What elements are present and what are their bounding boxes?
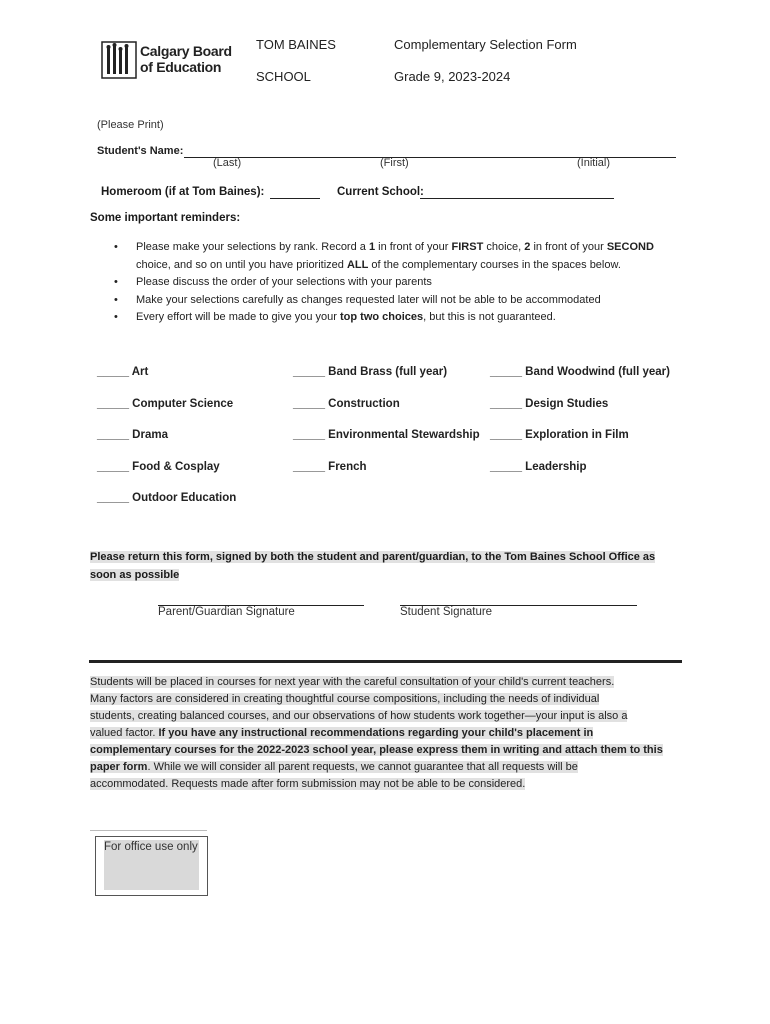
course-band-brass[interactable]: _____ Band Brass (full year) [293, 366, 448, 378]
reminder-item: • Please discuss the order of your selections with your parents [136, 274, 696, 292]
course-computer-science[interactable]: _____ Computer Science [97, 398, 234, 410]
initial-label: (Initial) [577, 157, 611, 169]
first-name-label: (First) [380, 157, 409, 169]
logo-text [140, 43, 232, 75]
course-design-studies[interactable]: _____ Design Studies [490, 398, 609, 410]
placement-paragraph: Students will be placed in courses for next year with the careful consultation of your child's current teachers. Many factors are considered in creating thoughtful course compositions, including the needs of individual students, creating balanced courses, and our observations of how students work together—your input is also a valued factor. If you have any instructional recommendations regarding your child's placement in complementary courses for the 2022-2023 school year, please express them in writing and attach them to this paper form. While we will consider all parent requests, we cannot guarantee that all requests will be accommodated. Requests made after form submission may not be able to be considered. [90, 676, 663, 790]
logo-text-line1: Calgary Board [140, 43, 232, 59]
school-name-line1: TOM BAINES [256, 37, 336, 52]
course-art[interactable]: _____ Art [97, 366, 149, 378]
office-box-top-rule [90, 830, 207, 831]
student-name-label: Student's Name: [97, 145, 184, 157]
course-exploration-in-film[interactable]: _____ Exploration in Film [490, 429, 629, 441]
course-environmental-stewardship[interactable]: _____ Environmental Stewardship [293, 429, 480, 441]
reminder-item: • Please make your selections by rank. Record a 1 in front of your FIRST choice, 2 in front of your SECOND choice, and so on until you have prioritized ALL of the complementary courses in the spaces below. [136, 239, 696, 274]
course-french[interactable]: _____ French [293, 461, 367, 473]
form-title: Complementary Selection Form [394, 37, 577, 52]
parent-signature-label: Parent/Guardian Signature [158, 606, 295, 618]
course-drama[interactable]: _____ Drama [97, 429, 168, 441]
return-notice-line1: Please return this form, signed by both the student and parent/guardian, to the Tom Baines School Office as [90, 551, 656, 563]
office-use-label: For office use only [104, 841, 198, 853]
reminder-item: • Every effort will be made to give you your top two choices, but this is not guaranteed. [136, 309, 696, 327]
school-name-line2: SCHOOL [256, 69, 311, 84]
course-food-cosplay[interactable]: _____ Food & Cosplay [97, 461, 220, 473]
return-notice [90, 548, 670, 584]
please-print-label: (Please Print) [97, 119, 164, 131]
student-signature-label: Student Signature [400, 606, 493, 618]
logo-text-line2: of Education [140, 59, 222, 75]
last-name-label: (Last) [213, 157, 242, 169]
course-band-woodwind[interactable]: _____ Band Woodwind (full year) [490, 366, 670, 378]
course-leadership[interactable]: _____ Leadership [490, 461, 587, 473]
section-divider [89, 660, 682, 663]
reminder-item: • Make your selections carefully as changes requested later will not be able to be accommodated [136, 292, 696, 310]
grade-year: Grade 9, 2023-2024 [394, 69, 511, 84]
current-school-label: Current School: [337, 186, 424, 198]
course-construction[interactable]: _____ Construction [293, 398, 400, 410]
current-school-field[interactable] [420, 186, 614, 199]
reminders-heading: Some important reminders: [90, 212, 241, 224]
course-outdoor-education[interactable]: _____ Outdoor Education [97, 492, 237, 504]
homeroom-field[interactable] [270, 186, 320, 199]
reminders-list [136, 239, 696, 327]
return-notice-line2: soon as possible [90, 569, 180, 581]
homeroom-label: Homeroom (if at Tom Baines): [101, 186, 265, 198]
